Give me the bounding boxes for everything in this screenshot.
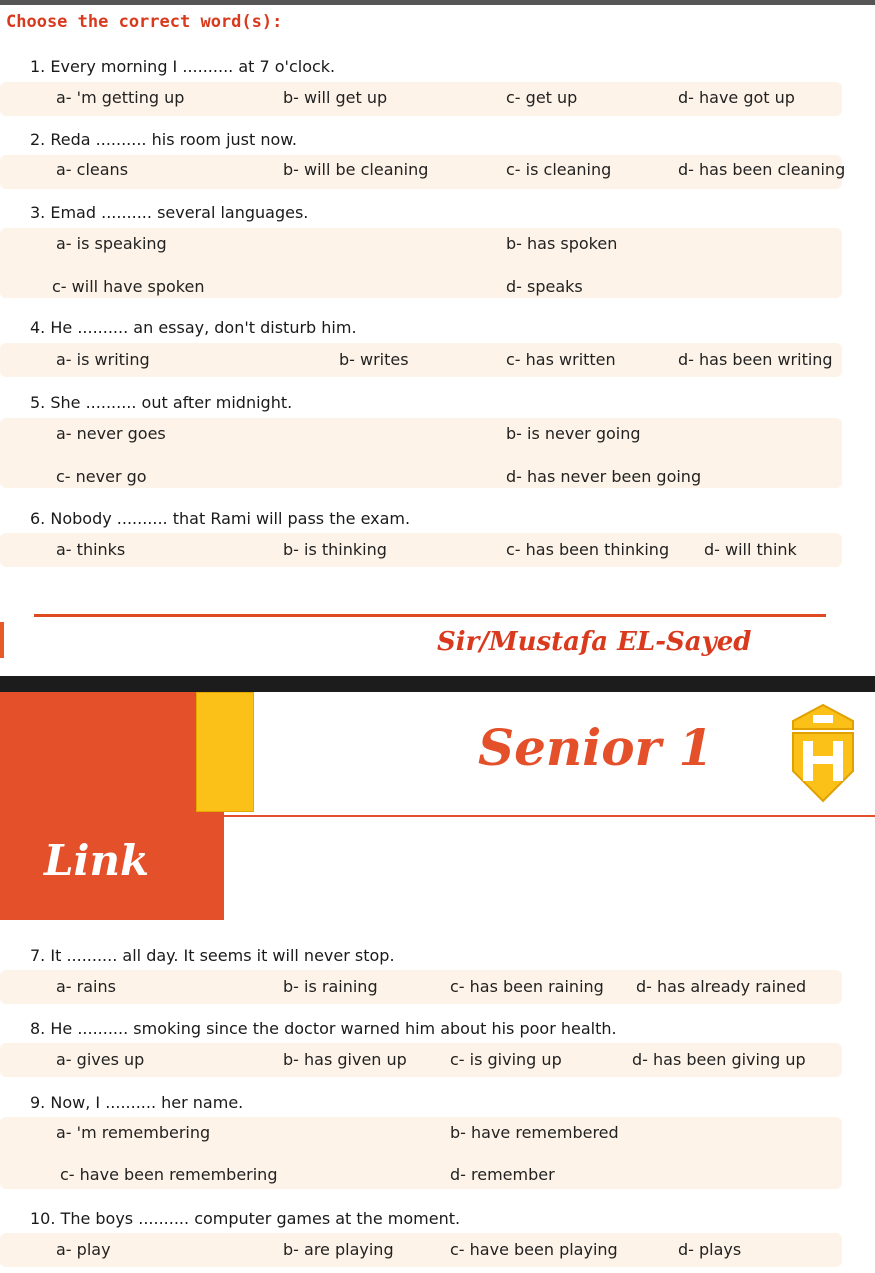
question-text-after: smoking since the doctor warned him about his poor health. (133, 1019, 617, 1038)
question-1 (30, 57, 335, 76)
answer-option[interactable]: a- gives up (56, 1050, 145, 1069)
question-text-after: out after midnight. (141, 393, 293, 412)
question-7 (30, 946, 395, 965)
question-text-before: Reda (50, 130, 91, 149)
answer-option[interactable]: c- have been playing (450, 1240, 618, 1259)
question-4 (30, 318, 357, 337)
author-signature: Sir/Mustafa EL-Sayed (437, 627, 752, 657)
question-text-after: her name. (161, 1093, 244, 1112)
question-text-after: at 7 o'clock. (238, 57, 336, 76)
answer-option[interactable]: c- will have spoken (52, 277, 205, 296)
question-number: 2. (30, 130, 46, 149)
answer-option[interactable]: b- is raining (283, 977, 378, 996)
left-accent-bar (0, 622, 4, 658)
answer-option[interactable]: c- is giving up (450, 1050, 562, 1069)
banner-yellow-block (196, 692, 254, 812)
question-number: 8. (30, 1019, 46, 1038)
answer-option[interactable]: d- remember (450, 1165, 555, 1184)
answer-option[interactable]: b- are playing (283, 1240, 394, 1259)
question-blank: .......... (77, 1019, 129, 1038)
question-text-before: Every morning I (50, 57, 178, 76)
question-text-before: Now, I (50, 1093, 101, 1112)
answer-option[interactable]: d- has been giving up (632, 1050, 806, 1069)
answer-option[interactable]: c- never go (56, 467, 147, 486)
question-number: 10. (30, 1209, 56, 1228)
answer-option[interactable]: c- has written (506, 350, 616, 369)
answer-option[interactable]: d- plays (678, 1240, 742, 1259)
question-blank: .......... (85, 393, 137, 412)
answer-option[interactable]: a- is speaking (56, 234, 167, 253)
question-10 (30, 1209, 460, 1228)
answer-option[interactable]: b- have remembered (450, 1123, 619, 1142)
answer-option[interactable]: a- 'm getting up (56, 88, 185, 107)
answer-option[interactable]: d- has never been going (506, 467, 702, 486)
question-number: 9. (30, 1093, 46, 1112)
question-blank: .......... (95, 130, 147, 149)
answer-option[interactable]: a- never goes (56, 424, 166, 443)
banner-senior-title: Senior 1 (478, 718, 714, 777)
question-text-after: computer games at the moment. (194, 1209, 461, 1228)
question-text-before: Nobody (50, 509, 112, 528)
question-8 (30, 1019, 617, 1038)
banner-red-block (0, 692, 224, 920)
question-blank: .......... (138, 1209, 190, 1228)
question-text-before: He (50, 318, 73, 337)
divider-line (34, 614, 826, 617)
question-number: 1. (30, 57, 46, 76)
answer-option[interactable]: d- speaks (506, 277, 583, 296)
question-blank: .......... (77, 318, 129, 337)
question-number: 6. (30, 509, 46, 528)
question-text-before: It (50, 946, 62, 965)
question-blank: .......... (66, 946, 118, 965)
top-border (0, 0, 875, 5)
shield-logo-icon (783, 701, 863, 805)
answer-option[interactable]: b- is never going (506, 424, 641, 443)
question-text-after: an essay, don't disturb him. (133, 318, 357, 337)
question-text-before: The boys (60, 1209, 134, 1228)
answer-option[interactable]: a- is writing (56, 350, 150, 369)
answer-option[interactable]: c- has been raining (450, 977, 604, 996)
question-5 (30, 393, 292, 412)
question-number: 3. (30, 203, 46, 222)
instruction-heading: Choose the correct word(s): (6, 12, 283, 32)
question-number: 5. (30, 393, 46, 412)
question-text-before: He (50, 1019, 73, 1038)
question-text-before: Emad (50, 203, 97, 222)
question-3 (30, 203, 308, 222)
answer-option[interactable]: b- will be cleaning (283, 160, 429, 179)
question-number: 4. (30, 318, 46, 337)
answer-option[interactable]: a- cleans (56, 160, 129, 179)
answer-option[interactable]: a- thinks (56, 540, 126, 559)
answer-option[interactable]: b- has spoken (506, 234, 618, 253)
question-text-after: that Rami will pass the exam. (172, 509, 411, 528)
question-blank: .......... (101, 203, 152, 222)
answer-option[interactable]: c- is cleaning (506, 160, 612, 179)
question-blank: .......... (116, 509, 168, 528)
banner-red-line (224, 815, 875, 817)
answer-option[interactable]: b- writes (339, 350, 409, 369)
question-text-after: his room just now. (151, 130, 298, 149)
answer-option[interactable]: b- will get up (283, 88, 388, 107)
answer-option[interactable]: b- has given up (283, 1050, 407, 1069)
answer-option[interactable]: d- has already rained (636, 977, 807, 996)
question-text-after: several languages. (157, 203, 309, 222)
answer-option[interactable]: a- play (56, 1240, 111, 1259)
banner-black-bar (0, 676, 875, 692)
answer-option[interactable]: d- has been writing (678, 350, 833, 369)
answer-option[interactable]: b- is thinking (283, 540, 387, 559)
question-blank: .......... (182, 57, 234, 76)
question-6 (30, 509, 410, 528)
answer-option[interactable]: d- will think (704, 540, 797, 559)
question-number: 7. (30, 946, 46, 965)
answer-option[interactable]: c- get up (506, 88, 578, 107)
answer-option[interactable]: d- has been cleaning (678, 160, 846, 179)
question-blank: .......... (105, 1093, 157, 1112)
question-2 (30, 130, 297, 149)
question-9 (30, 1093, 243, 1112)
banner-link-title: Link (44, 836, 150, 885)
answer-option[interactable]: a- rains (56, 977, 116, 996)
answer-option[interactable]: a- 'm remembering (56, 1123, 211, 1142)
question-text-before: She (50, 393, 81, 412)
question-text-after: all day. It seems it will never stop. (122, 946, 395, 965)
answer-option[interactable]: c- have been remembering (60, 1165, 278, 1184)
answer-option[interactable]: d- have got up (678, 88, 795, 107)
answer-option[interactable]: c- has been thinking (506, 540, 670, 559)
